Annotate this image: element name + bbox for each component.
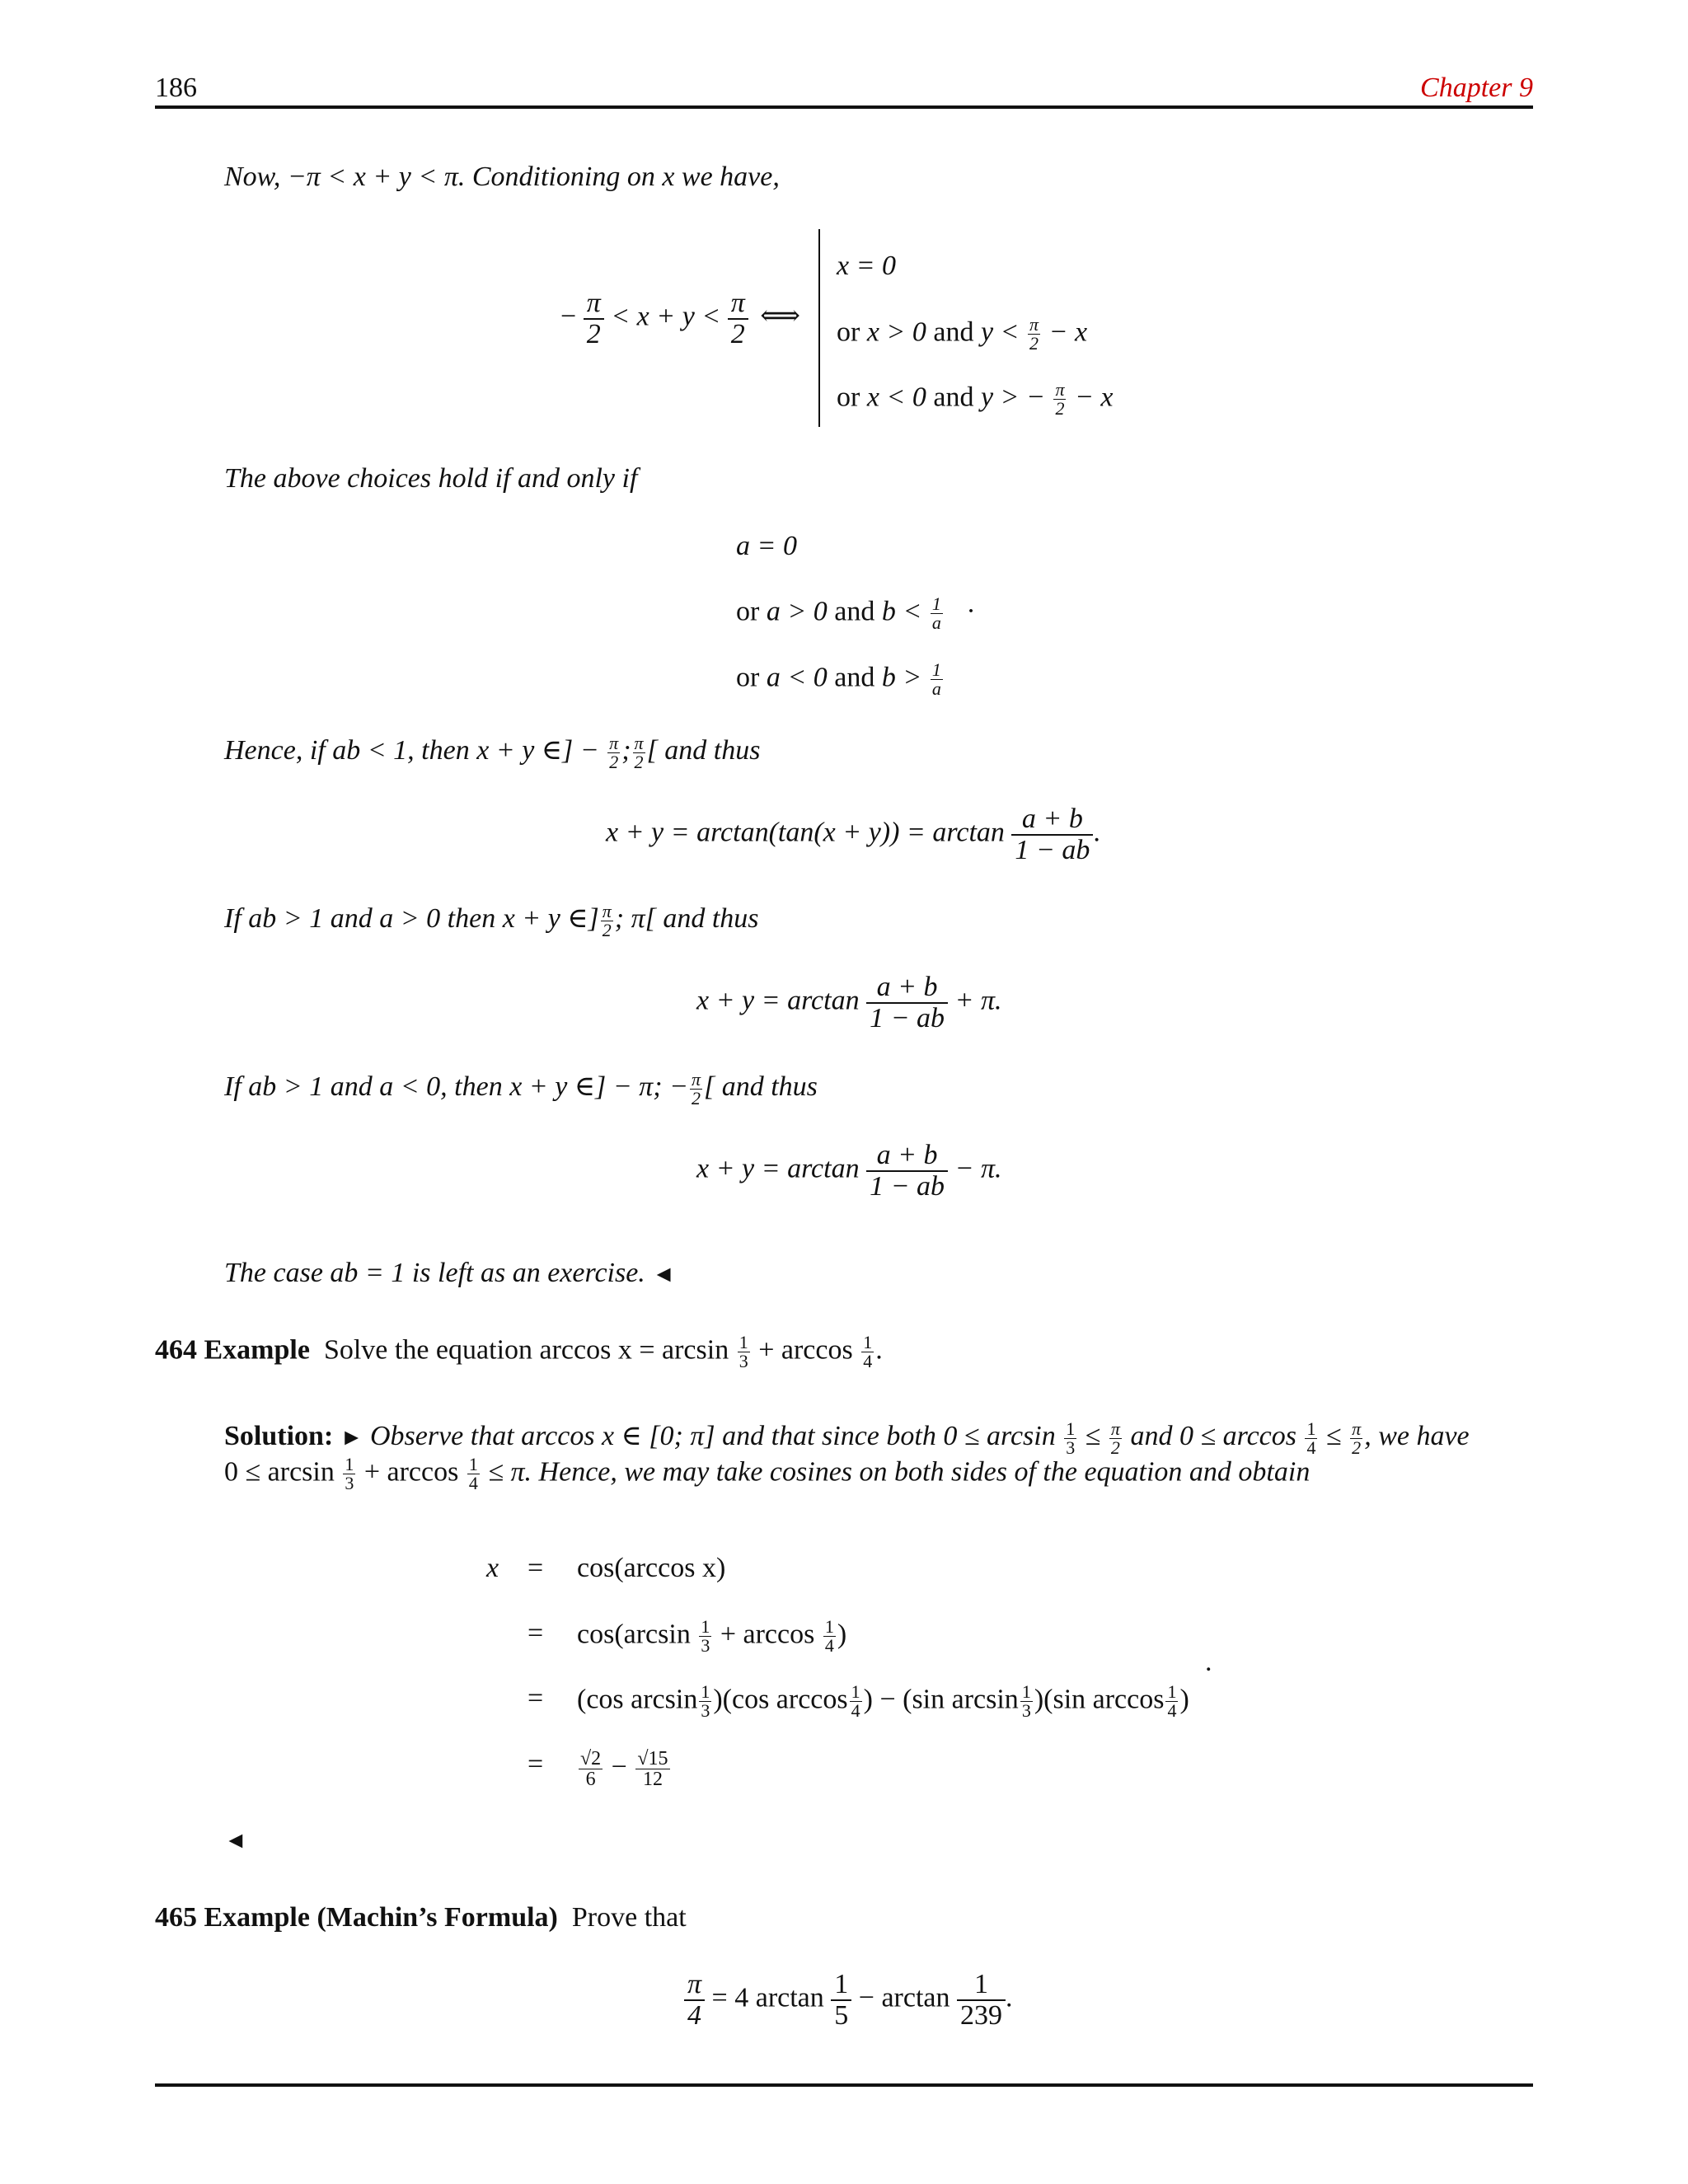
paragraph-choices: The above choices hold if and only if [224,463,638,494]
paragraph-ab-less-1: Hence, if ab < 1, then x + y ∈] − $\frac{\pi}{2}$ ; $\frac{\pi}{2}$ [ and thus [224,732,761,772]
solution-line-1: Solution: ► Observe that arccos x ∈ [0; π] and that since both 0 ≤ arcsin $\frac{1}{3}$ ≤ $\frac{\pi}{2}$ and 0 ≤ arccos $\frac{1}{4}$ ≤ $\frac{\pi}{2}$ , we have [224,1418,1470,1458]
align-row-1: cos(arccos x) [577,1553,726,1583]
align-eq-1: = [528,1553,544,1583]
example-465: 465 Example (Machin’s Formula) Prove that [155,1902,687,1933]
paragraph-ab-greater-1-a-positive: If ab > 1 and a > 0 then x + y ∈] $\frac{\pi}{2}$ ; π[ and thus [224,900,759,940]
paragraph-ab-greater-1-a-negative: If ab > 1 and a < 0, then x + y ∈] − π; − $\frac{\pi}{2}$ [ and thus [224,1068,818,1108]
header-rule [155,105,1533,109]
align-row-4: $\frac{√2}{6}$ − $\frac{√15}{12}$ [580,1748,668,1790]
equation-machin: $\frac{\pi}{4}$ = 4 arctan $\frac{1}{5}$ − arctan $\frac{1}{239}$ . [684,1970,1012,2030]
equation-arctan-plus-pi: x + y = arctan $\frac{a + b}{1 - ab}$ + π. [696,972,1002,1033]
align-trailing-dot: . [1205,1647,1212,1677]
solution-line-2: 0 ≤ arcsin $\frac{1}{3}$ + arccos $\frac{1}{4}$ ≤ π. Hence, we may take cosines on both sides of the equation and obtain [224,1454,1311,1493]
equation-arctan-minus-pi: x + y = arctan $\frac{a + b}{1 - ab}$ − π. [696,1140,1002,1202]
qed-marker-2: ◄ [224,1828,247,1854]
align-row-2: cos(arcsin $\frac{1}{3}$ + arccos $\frac{1}{4}$ ) [577,1616,847,1656]
qed-marker: ◄ [652,1262,676,1287]
iff-symbol: ⟺ [760,301,801,332]
equation-pi-bounds: − $\frac{\pi}{2}$ < x + y < $\frac{\pi}{2}$ ⟺ [560,288,801,349]
fraction-pi-over-2: $\frac{\pi}{2}$ [584,288,604,349]
align-eq-3: = [528,1683,544,1713]
case-x-positive: or x > 0 and y < $\frac{\pi}{2}$ − x [837,314,1088,354]
footer-rule [155,2083,1533,2087]
align-eq-4: = [528,1749,544,1779]
paragraph-conditioning: Now, −π < x + y < π. Conditioning on x we have, [224,162,780,192]
solution-arrow: ► [340,1425,363,1451]
example-464: 464 Example Solve the equation arccos x = arcsin $\frac{1}{3}$ + arccos $\frac{1}{4}$ . [155,1332,883,1371]
cases-bar [818,229,820,427]
case-x-zero: x = 0 [837,251,897,281]
condition-a-zero: a = 0 [736,531,797,561]
fraction-pi-over-2: $\frac{\pi}{2}$ [728,288,748,349]
case-x-negative: or x < 0 and y > − $\frac{\pi}{2}$ − x [837,379,1114,419]
paragraph-exercise-case: The case ab = 1 is left as an exercise. ◄ [224,1258,676,1288]
equation-arctan-sum: x + y = arctan(tan(x + y)) = arctan $\frac{a + b}{1 - ab}$ . [606,804,1100,865]
condition-a-positive: or a > 0 and b < $\frac{1}{a}$ · [736,593,976,633]
condition-a-negative: or a < 0 and b > $\frac{1}{a}$ [736,659,941,699]
align-row-3: (cos arcsin $\frac{1}{3}$ )(cos arccos $\frac{1}{4}$ ) − (sin arcsin $\frac{1}{3}$ )(sin arccos $\frac{1}{4}$ ) [577,1681,1189,1721]
page-number: 186 [155,73,197,103]
align-lhs-x: x [486,1553,499,1583]
chapter-title: Chapter 9 [1420,73,1533,103]
align-eq-2: = [528,1618,544,1648]
